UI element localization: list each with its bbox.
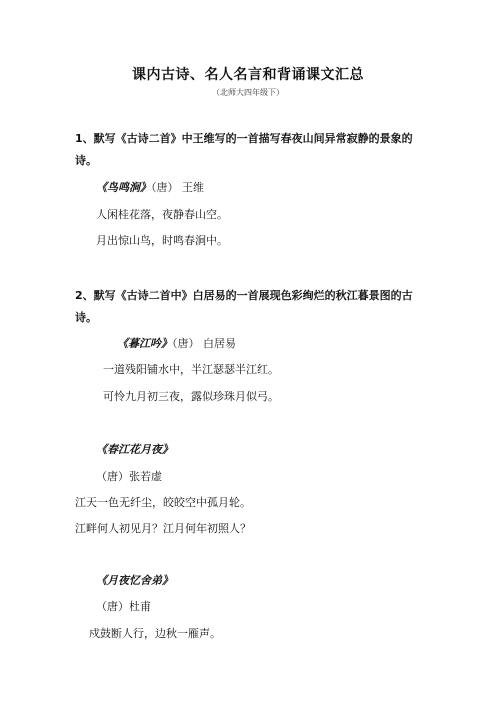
poem-4-title: 《月夜忆舍弟》	[96, 574, 173, 587]
poem-4-dynasty-author: （唐）杜甫	[96, 600, 151, 613]
poem-2-author: 白居易	[203, 337, 236, 350]
poem-1-heading	[96, 180, 204, 196]
question-1: 1、默写《古诗二首》中王维写的一首描写春夜山间异常寂静的景象的诗。	[75, 132, 413, 167]
poem-3-line-2: 江畔何人初见月？江月何年初照人？	[75, 522, 251, 535]
poem-3-heading	[96, 442, 173, 458]
document-title: 课内古诗、名人名言和背诵课文汇总	[132, 67, 364, 83]
document-subtitle: （北师大四年级下）	[212, 88, 284, 97]
poem-3-title: 《春江花月夜》	[96, 443, 173, 456]
poem-2-dynasty: （唐）	[172, 337, 200, 350]
question-2: 2、默写《古诗二首中》白居易的一首展现色彩绚烂的秋江暮景图的古诗。	[75, 289, 413, 324]
poem-1-title: 《鸟鸣涧》	[96, 181, 151, 194]
poem-3-dynasty-author: （唐）张若虚	[96, 470, 162, 483]
poem-4-line-1: 戍鼓断人行，边秋一雁声。	[89, 627, 221, 640]
poem-2-title: 《暮江吟》	[117, 337, 172, 350]
poem-2-line-1: 一道残阳铺水中，半江瑟瑟半江红。	[103, 363, 279, 376]
poem-2-line-2: 可怜九月初三夜，露似珍珠月似弓。	[103, 390, 279, 403]
poem-1-dynasty: （唐）	[151, 181, 179, 194]
poem-1-line-2: 月出惊山鸟，时鸣春涧中。	[96, 234, 228, 247]
poem-4-heading	[96, 573, 173, 589]
poem-2-heading	[117, 336, 236, 352]
poem-1-author: 王维	[182, 181, 204, 194]
poem-3-line-1: 江天一色无纤尘，皎皎空中孤月轮。	[75, 496, 251, 509]
poem-1-line-1: 人闲桂花落，夜静春山空。	[96, 208, 228, 221]
